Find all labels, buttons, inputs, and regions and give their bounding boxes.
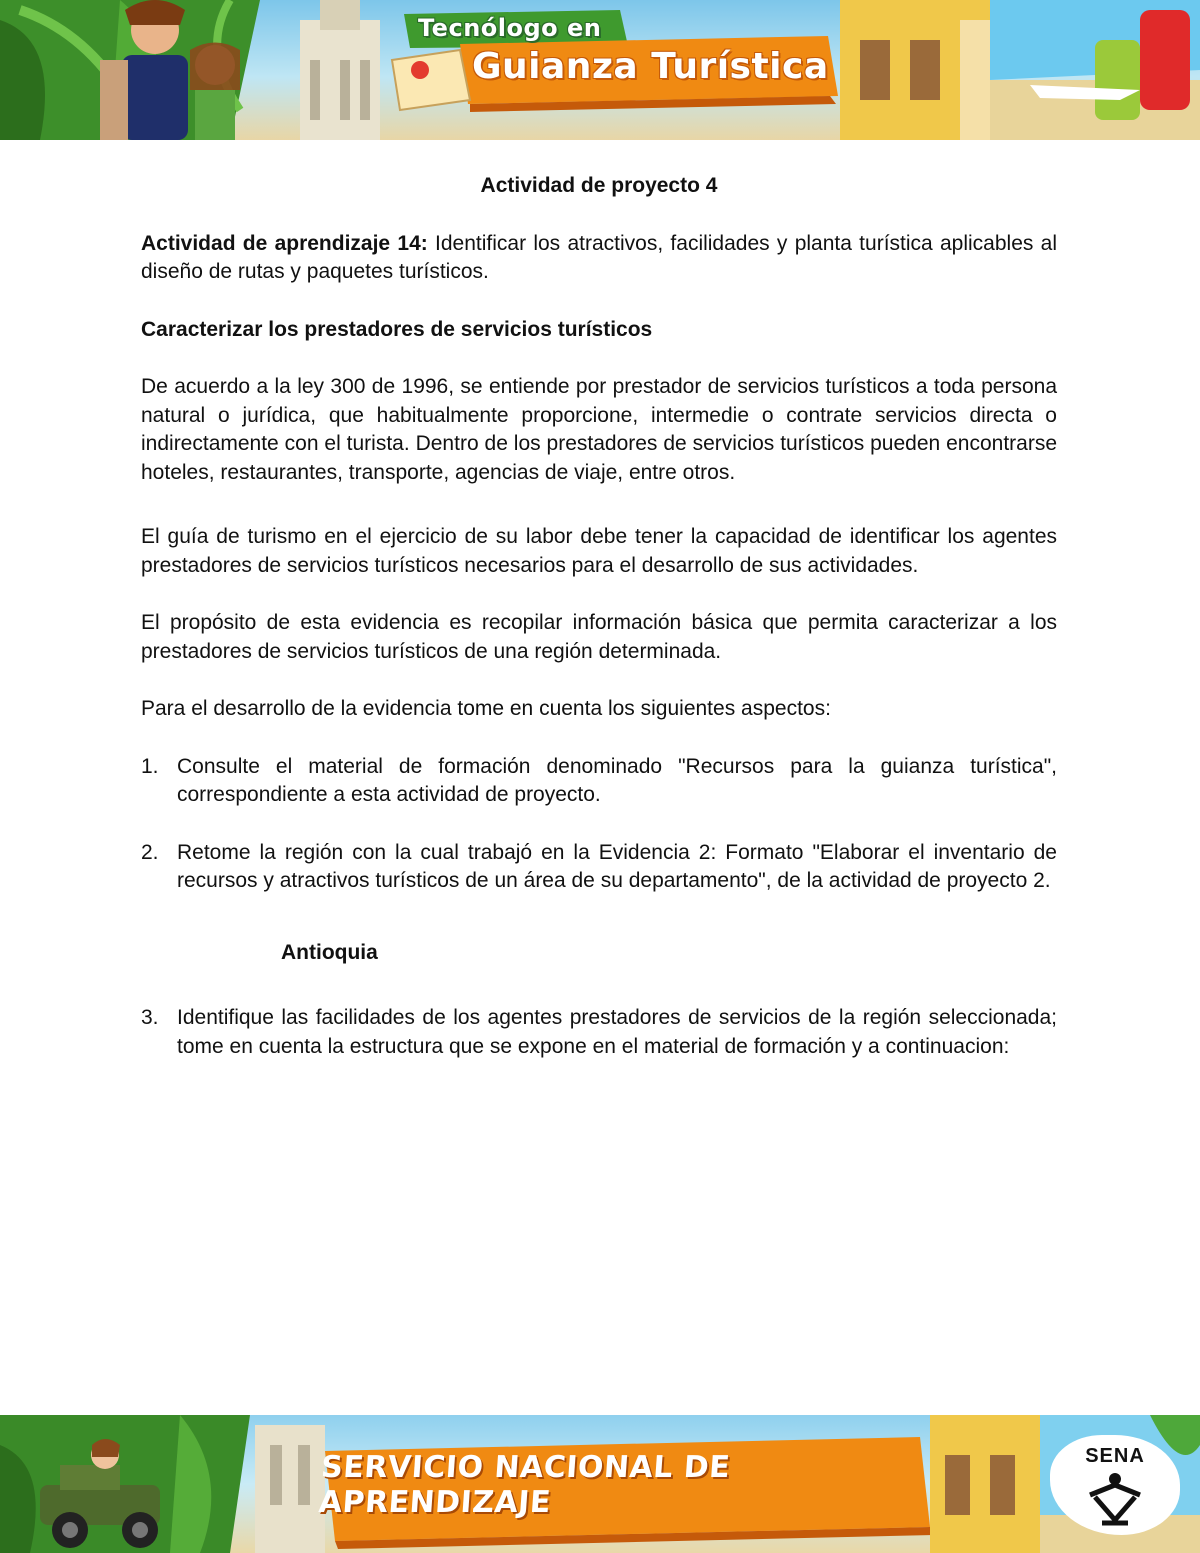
list-item-text: Consulte el material de formación denominado "Recursos para la guianza turística", correspondiente a esta actividad de proyecto. <box>177 754 1057 806</box>
list-item-number: 2. <box>141 840 159 864</box>
list-item <box>141 1004 1057 1061</box>
paragraph: Para el desarrollo de la evidencia tome en cuenta los siguientes aspectos: <box>141 697 831 720</box>
paragraph: El guía de turismo en el ejercicio de su labor debe tener la capacidad de identificar los agentes prestadores de servicios turísticos necesarios para el desarrollo de sus actividades. <box>141 525 1057 577</box>
activity-text: Identificar los atractivos, facilidades y planta turística aplicables al diseño de rutas y paquetes turísticos. <box>141 231 1057 283</box>
header-title-line2: Guianza Turística <box>472 46 829 87</box>
document-title: Actividad de proyecto 4 <box>480 174 718 197</box>
list-item <box>141 839 1057 896</box>
sena-logo-icon <box>1050 1435 1180 1535</box>
instructions-list-continued <box>141 1004 1057 1061</box>
region-name: Antioquia <box>281 940 378 964</box>
activity-label: Actividad de aprendizaje 14: <box>141 231 428 255</box>
sena-logo <box>1050 1435 1180 1535</box>
list-item <box>141 753 1057 810</box>
footer-banner <box>0 1415 1200 1553</box>
section-heading: Caracterizar los prestadores de servicios turísticos <box>141 317 653 341</box>
paragraph: De acuerdo a la ley 300 de 1996, se entiende por prestador de servicios turísticos a toda persona natural o jurídica, que habitualmente proporcione, intermedie o contrate servicios directa o indirectamente con el turista. Dentro de los prestadores de servicios turísticos pueden encontrarse hoteles, restaurantes, transporte, agencias de viaje, entre otros. <box>141 375 1057 484</box>
activity-paragraph <box>141 230 1057 287</box>
document-body <box>141 172 1057 1090</box>
header-title <box>400 8 830 108</box>
footer-institution-label: SERVICIO NACIONAL DE APRENDIZAJE <box>317 1450 732 1520</box>
header-banner <box>0 0 1200 140</box>
paragraph: El propósito de esta evidencia es recopilar información básica que permita caracterizar a los prestadores de servicios turísticos de una región determinada. <box>141 611 1057 663</box>
sena-logo-text: SENA <box>1085 1445 1145 1467</box>
list-item-text: Retome la región con la cual trabajó en la Evidencia 2: Formato "Elaborar el inventario de recursos y atractivos turísticos de un área de su departamento", de la actividad de proyecto 2. <box>177 840 1057 892</box>
list-item-number: 1. <box>141 754 159 778</box>
instructions-list <box>141 753 1057 896</box>
list-item-number: 3. <box>141 1006 159 1029</box>
list-item-text: Identifique las facilidades de los agentes prestadores de servicios de la región seleccionada; tome en cuenta la estructura que se expone en el material de formación y a continuacion: <box>177 1006 1057 1058</box>
header-title-line1: Tecnólogo en <box>418 14 602 42</box>
